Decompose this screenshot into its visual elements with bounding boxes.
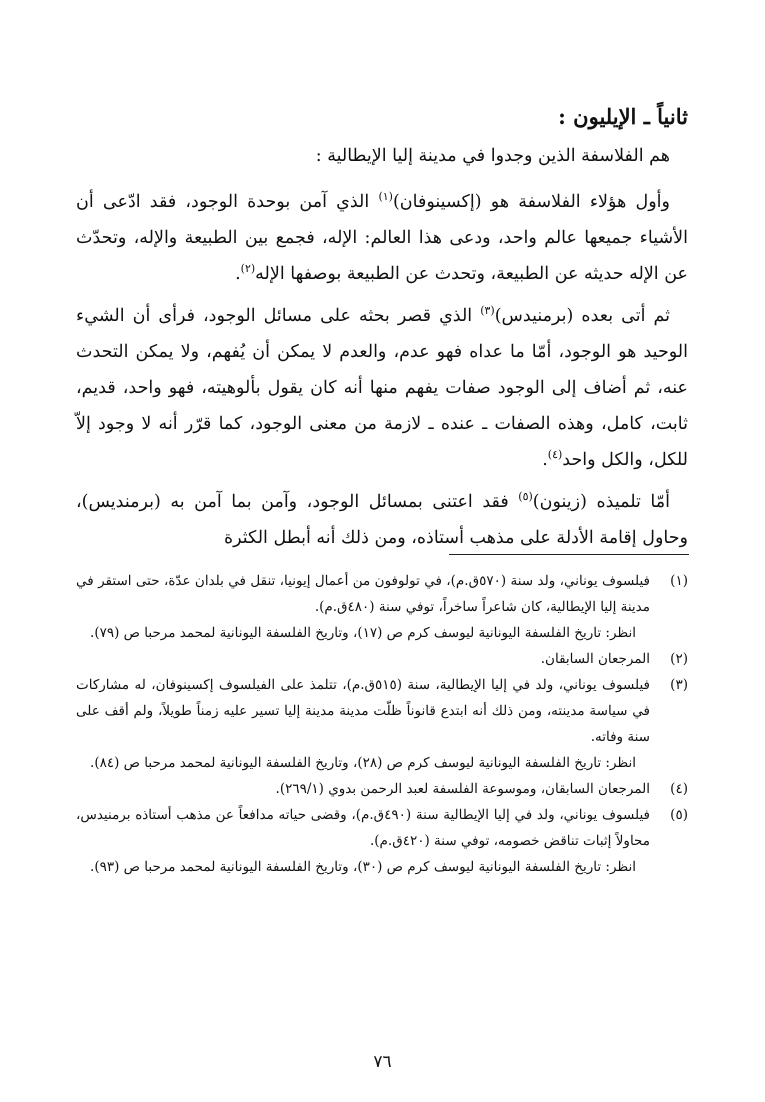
paragraph-text: الذي آمن بوحدة الوجود، فقد ادّعى أن الأشياء جميعها عالم واحد، ودعى هذا العالم: الإله، فجمع بين الطبيعة والإله، وتحدّث عن الإله حديثه عن الطبيعة، وتحدث عن الطبيعة بوصفها الإله bbox=[76, 192, 688, 284]
paragraph-xenophanes bbox=[76, 184, 688, 292]
footnote-marker[interactable]: (٥) bbox=[518, 490, 533, 504]
footnote-text: فيلسوف يوناني، ولد في إليا الإيطالية سنة (٤٩٠ق.م)، وقضى حياته مدافعاً عن مذهب أستاذه برمنيدس، محاولاً إثبات تناقض خصومه، توفي سنة (٤٢٠ق.م). bbox=[76, 807, 651, 849]
paragraph-zeno bbox=[76, 484, 688, 556]
footnote-number: (١) bbox=[670, 573, 688, 589]
footnote-number: (٢) bbox=[670, 651, 688, 667]
footnote-text: فيلسوف يوناني، ولد في إليا الإيطالية، سنة (٥١٥ق.م)، تتلمذ على الفيلسوف إكسينوفان، له مشاركات في سياسة مدينته، ومن ذلك أنه ابتدع قانوناً ظلّت مدينة مدينة إليا تسير عليه زمناً طويلاً، ولم أقف على سنة وفاته. bbox=[76, 677, 650, 745]
paragraph-parmenides bbox=[76, 298, 688, 478]
footnote-number: (٤) bbox=[670, 781, 688, 797]
footnote-reference: انظر: تاريخ الفلسفة اليونانية ليوسف كرم ص (١٧)، وتاريخ الفلسفة اليونانية لمحمد مرحبا ص (٧٩). bbox=[90, 625, 636, 641]
paragraph-text: أمّا تلميذه (زينون) bbox=[532, 492, 671, 512]
main-text bbox=[76, 100, 688, 562]
footnote-reference: انظر: تاريخ الفلسفة اليونانية ليوسف كرم ص (٣٠)، وتاريخ الفلسفة اليونانية لمحمد مرحبا ص (٩٣). bbox=[90, 859, 636, 875]
footnote-1 bbox=[76, 568, 688, 646]
footnotes bbox=[76, 568, 688, 880]
footnote-number: (٥) bbox=[670, 807, 688, 823]
footnote-5 bbox=[76, 802, 688, 880]
footnote-marker[interactable]: (٣) bbox=[480, 304, 495, 318]
footnote-text: فيلسوف يوناني، ولد سنة (٥٧٠ق.م)، في تولوفون من أعمال إيونيا، تنقل في بلدان عدّة، حتى استقر في مدينة إليا الإيطالية، كان شاعراً ساخراً، توفي سنة (٤٨٠ق.م). bbox=[76, 573, 650, 615]
footnote-2 bbox=[76, 646, 688, 672]
footnote-3 bbox=[76, 672, 688, 776]
footnote-reference: انظر: تاريخ الفلسفة اليونانية ليوسف كرم ص (٢٨)، وتاريخ الفلسفة اليونانية لمحمد مرحبا ص (٨٤). bbox=[90, 755, 636, 771]
footnote-number: (٣) bbox=[670, 677, 688, 693]
paragraph-end: . bbox=[542, 450, 548, 470]
paragraph-intro bbox=[76, 138, 688, 174]
footnote-marker[interactable]: (١) bbox=[378, 190, 393, 204]
paragraph-end: . bbox=[235, 264, 241, 284]
footnote-text: المرجعان السابقان، وموسوعة الفلسفة لعبد الرحمن بدوي (٢٦٩/١). bbox=[275, 781, 650, 797]
paragraph-text: هم الفلاسفة الذين وجدوا في مدينة إليا الإيطالية : bbox=[315, 146, 670, 166]
footnote-marker[interactable]: (٤) bbox=[547, 448, 563, 462]
paragraph-text: الذي قصر بحثه على مسائل الوجود، فرأى أن الشيء الوحيد هو الوجود، أمّا ما عداه فهو عدم، والعدم لا يمكن أن يُفهم، ولا يمكن التحدث عنه، ثم أضاف إلى الوجود صفات يفهم منها أنه كان يقول بألوهيته، فهو واحد، قديم، ثابت، كامل، وهذه الصفات ـ عنده ـ لازمة من معنى الوجود، كما قرّر أنه لا وجود إلاّ للكل، والكل واحد bbox=[76, 306, 688, 470]
footnote-marker[interactable]: (٢) bbox=[240, 262, 256, 276]
footnote-text: المرجعان السابقان. bbox=[540, 651, 650, 667]
paragraph-text: فقد اعتنى بمسائل الوجود، وآمن بما آمن به (برمنديس)، وحاول إقامة الأدلة على مذهب أستاذه، ومن ذلك أنه أبطل الكثرة bbox=[76, 492, 688, 548]
footnote-divider bbox=[449, 554, 689, 555]
paragraph-text: ثم أتى بعده (برمنيدس) bbox=[494, 306, 670, 326]
paragraph-text: وأول هؤلاء الفلاسفة هو (إكسينوفان) bbox=[392, 192, 670, 212]
page-number: ٧٦ bbox=[373, 1052, 392, 1072]
footnote-4 bbox=[76, 776, 688, 802]
section-heading: ثانياً ـ الإيليون : bbox=[558, 104, 688, 129]
